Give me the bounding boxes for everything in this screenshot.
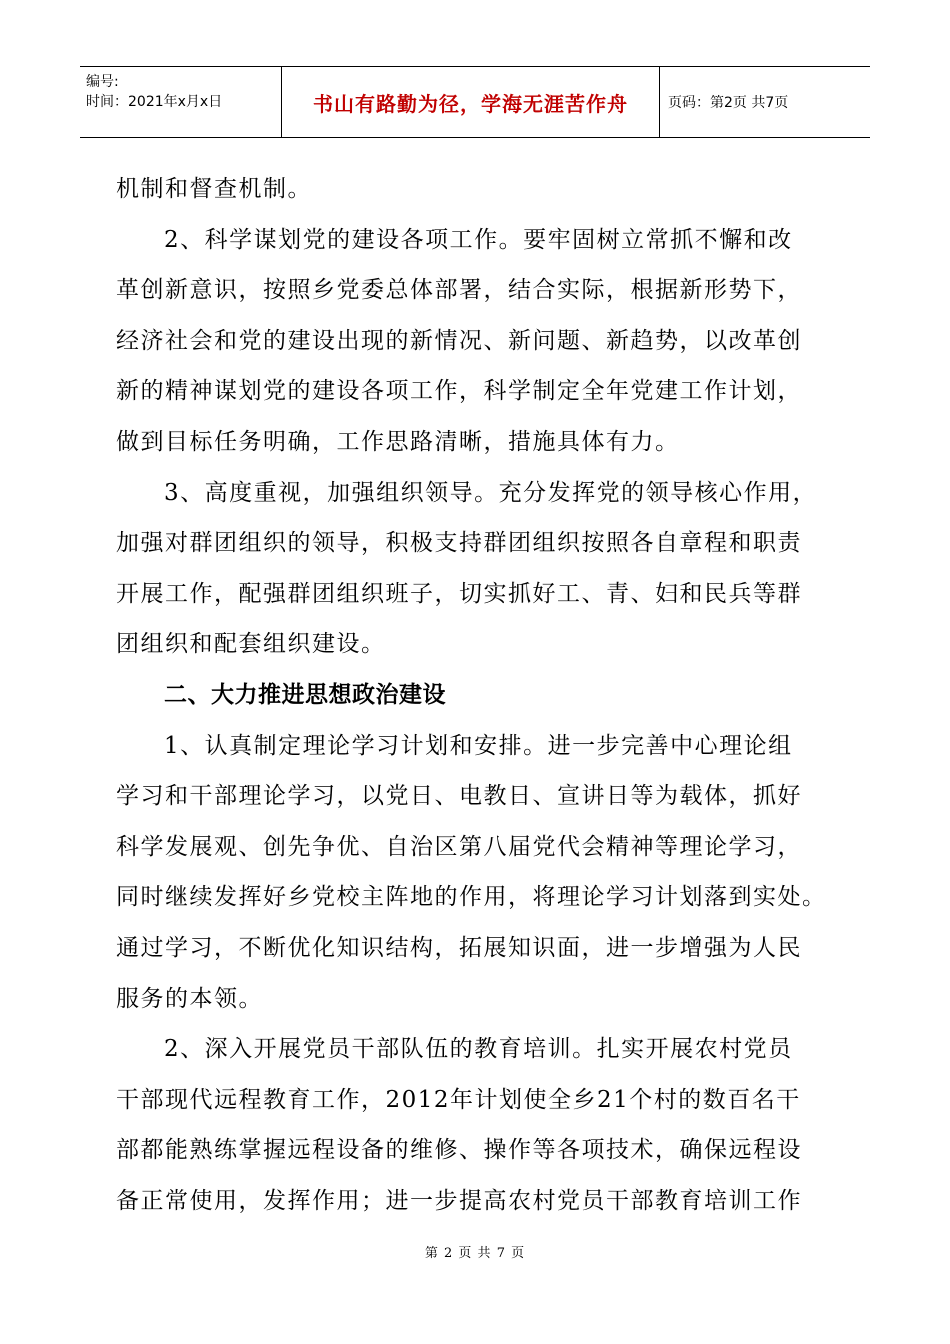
text-line: 同时继续发挥好乡党校主阵地的作用，将理论学习计划落到实处。	[116, 884, 827, 911]
page-header	[80, 66, 870, 138]
document-number-label: 编号:	[86, 74, 119, 90]
section-heading: 二、大力推进思想政治建设	[164, 681, 446, 708]
header-page-info: 页码：第2页 共7页	[668, 95, 789, 111]
text-line: 经济社会和党的建设出现的新情况、新问题、新趋势，以改革创	[116, 327, 802, 354]
text-line: 部都能熟练掌握远程设备的维修、操作等各项技术，确保远程设	[116, 1137, 802, 1164]
text-line: 备正常使用，发挥作用；进一步提高农村党员干部教育培训工作	[116, 1187, 802, 1214]
text-line: 通过学习，不断优化知识结构，拓展知识面，进一步增强为人民	[116, 934, 802, 961]
document-date: 时间：2021年x月x日	[86, 94, 223, 110]
text-line: 干部现代远程教育工作，2012年计划使全乡21个村的数百名干	[116, 1086, 801, 1113]
text-line: 学习和干部理论学习，以党日、电教日、宣讲日等为载体，抓好	[116, 783, 802, 810]
header-motto: 书山有路勤为径，学海无涯苦作舟	[282, 67, 660, 137]
text-line: 服务的本领。	[116, 985, 263, 1012]
text-line: 新的精神谋划党的建设各项工作，科学制定全年党建工作计划，	[116, 378, 802, 405]
document-body	[116, 164, 836, 1226]
text-line: 加强对群团组织的领导，积极支持群团组织按照各自章程和职责	[116, 530, 802, 557]
text-line: 革创新意识，按照乡党委总体部署，结合实际，根据新形势下，	[116, 277, 802, 304]
page-footer: 第 2 页 共 7 页	[424, 1246, 526, 1261]
paragraph-start: 3、高度重视，加强组织领导。充分发挥党的领导核心作用，	[164, 479, 818, 506]
paragraph-start: 1、认真制定理论学习计划和安排。进一步完善中心理论组	[164, 732, 793, 759]
paragraph-start: 2、深入开展党员干部队伍的教育培训。扎实开展农村党员	[164, 1036, 793, 1063]
header-meta	[80, 67, 282, 137]
text-line: 机制和督查机制。	[116, 176, 312, 202]
text-line: 做到目标任务明确，工作思路清晰，措施具体有力。	[116, 428, 680, 455]
text-line: 科学发展观、创先争优、自治区第八届党代会精神等理论学习，	[116, 833, 802, 860]
paragraph-start: 2、科学谋划党的建设各项工作。要牢固树立常抓不懈和改	[164, 226, 793, 253]
text-line: 开展工作，配强群团组织班子，切实抓好工、青、妇和民兵等群	[116, 580, 802, 607]
text-line: 团组织和配套组织建设。	[116, 631, 386, 658]
